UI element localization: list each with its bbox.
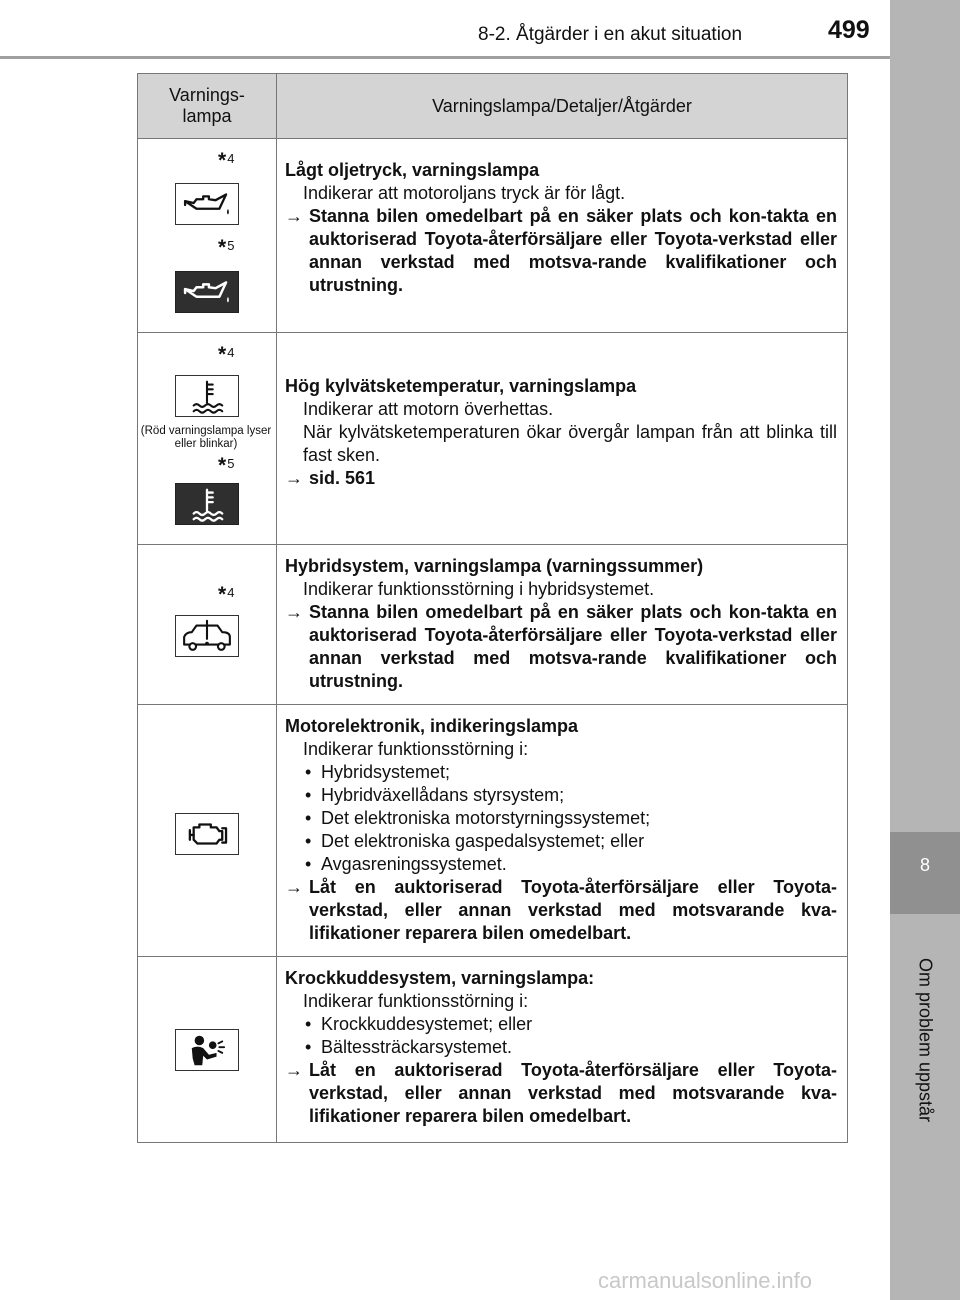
action-text: → Stanna bilen omedelbart på en säker plats och kon-takta en auktoriserad Toyota-återförsäljare eller Toyota-verkstad eller annan verkstad med motsva-rande kvalifikationer och utrustning. <box>285 602 837 691</box>
list-item: • Hybridväxellådans styrsystem; <box>285 784 837 807</box>
table-row <box>138 957 848 1143</box>
warning-lamp-table <box>137 73 848 1143</box>
page-reference-link[interactable]: sid. 561 <box>309 468 376 488</box>
table-header-row <box>138 74 848 139</box>
list-item: • Krockkuddesystemet; eller <box>285 1013 837 1036</box>
details-cell <box>277 139 848 333</box>
hybrid-system-warning-icon <box>175 615 239 657</box>
details-cell <box>277 957 848 1143</box>
list-item: • Bältessträckarsystemet. <box>285 1036 837 1059</box>
chapter-number: 8 <box>919 855 930 875</box>
list-item: • Det elektroniska gaspedalsystemet; eller <box>285 830 837 853</box>
footnote-marker: *5 <box>218 236 235 259</box>
lamp-title: Hybridsystem, varningslampa (varningssummer) <box>285 556 704 576</box>
arrow-icon: → <box>285 1060 303 1080</box>
arrow-icon: → <box>285 206 303 226</box>
action-text <box>285 467 837 490</box>
column-header-details: Varningslampa/Detaljer/Åtgärder <box>277 74 848 139</box>
section-title: 8-2. Åtgärder i en akut situation <box>478 24 743 45</box>
lamp-cell <box>138 545 277 705</box>
lamp-cell <box>138 957 277 1143</box>
lamp-cell <box>138 139 277 333</box>
header-rule <box>0 56 890 59</box>
arrow-icon: → <box>285 877 303 897</box>
lamp-description: Indikerar funktionsstörning i: <box>303 739 529 759</box>
table-row <box>138 545 848 705</box>
lamp-title: Lågt oljetryck, varningslampa <box>285 160 540 180</box>
engine-icon <box>175 813 239 855</box>
table-row <box>138 705 848 957</box>
footnote-marker: *4 <box>218 343 235 366</box>
lamp-cell <box>138 333 277 545</box>
action-text: → Låt en auktoriserad Toyota-återförsäljare eller Toyota-verkstad, eller annan verkstad med motsvarande kva-lifikationer reparera bilen omedelbart. <box>285 877 837 943</box>
watermark: carmanualsonline.info <box>598 1268 813 1293</box>
details-cell <box>277 705 848 957</box>
action-text: → Stanna bilen omedelbart på en säker plats och kon-takta en auktoriserad Toyota-återförsäljare eller Toyota-verkstad eller annan verkstad med motsva-rande kvalifikationer och utrustning. <box>285 206 837 295</box>
list-item: • Det elektroniska motorstyrningssystemet; <box>285 807 837 830</box>
lamp-cell <box>138 705 277 957</box>
page-number: 499 <box>828 16 870 44</box>
lamp-note: (Röd varningslampa lyser eller blinkar) <box>140 425 272 450</box>
lamp-description: Indikerar funktionsstörning i: <box>303 991 529 1011</box>
list-item: • Avgasreningssystemet. <box>285 853 837 876</box>
details-cell <box>277 333 848 545</box>
arrow-icon: → <box>285 602 303 622</box>
footnote-marker: *4 <box>218 583 235 606</box>
footnote-marker: *5 <box>218 454 235 477</box>
lamp-title: Hög kylvätsketemperatur, varningslampa <box>285 376 637 396</box>
table-row <box>138 333 848 545</box>
lamp-title: Motorelektronik, indikeringslampa <box>285 716 579 736</box>
coolant-temperature-icon <box>175 483 239 525</box>
lamp-description: Indikerar funktionsstörning i hybridsystemet. <box>303 579 655 599</box>
footnote-marker: *4 <box>218 149 235 172</box>
oil-can-icon <box>175 183 239 225</box>
action-text: → Låt en auktoriserad Toyota-återförsäljare eller Toyota-verkstad, eller annan verkstad med motsvarande kva-lifikationer reparera bilen omedelbart. <box>285 1060 837 1126</box>
table-row <box>138 139 848 333</box>
lamp-title: Krockkuddesystem, varningslampa: <box>285 968 595 988</box>
coolant-temperature-icon <box>175 375 239 417</box>
column-header-lamp: Varnings- lampa <box>138 74 277 139</box>
oil-can-icon <box>175 271 239 313</box>
chapter-label: Om problem uppstår <box>915 957 936 1123</box>
lamp-description: Indikerar att motorn överhettas. <box>303 399 554 419</box>
details-cell <box>277 545 848 705</box>
list-item: • Hybridsystemet; <box>285 761 837 784</box>
arrow-icon: → <box>285 468 303 488</box>
airbag-icon <box>175 1029 239 1071</box>
lamp-description: När kylvätsketemperaturen ökar övergår lampan från att blinka till fast sken. <box>303 422 837 465</box>
lamp-description: Indikerar att motoroljans tryck är för lågt. <box>303 183 626 203</box>
